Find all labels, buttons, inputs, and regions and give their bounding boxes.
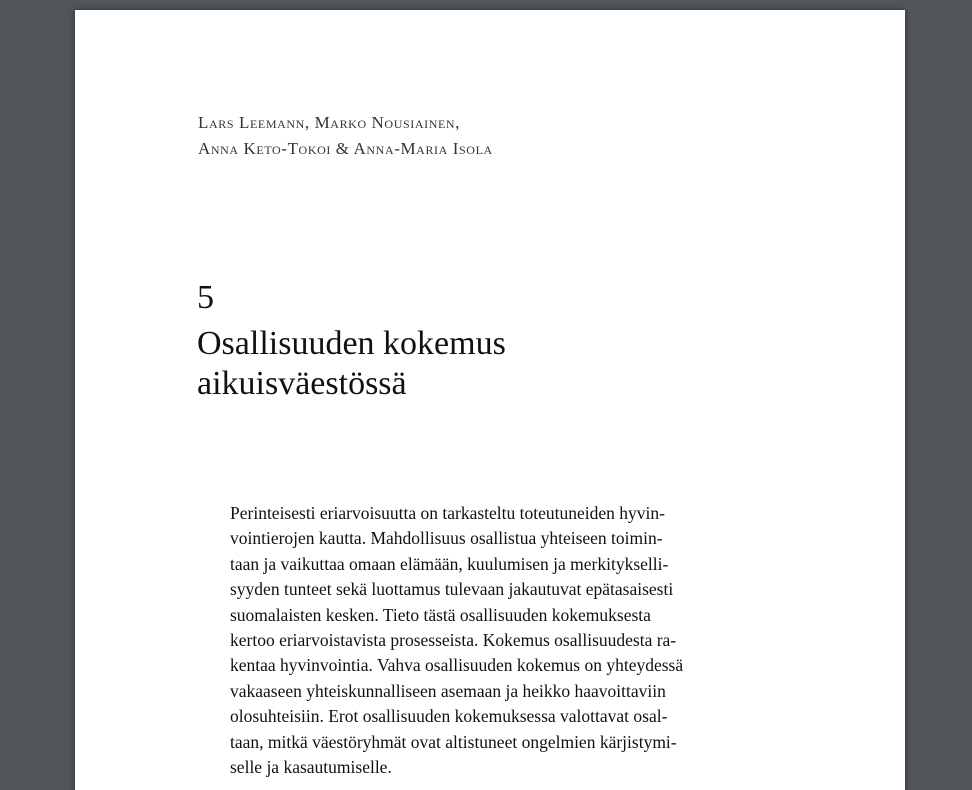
abstract-line: suomalaisten kesken. Tieto tästä osallisuuden kokemuksesta: [230, 604, 651, 625]
document-page: [75, 10, 905, 790]
chapter-title-line-2: aikuisväestössä: [197, 365, 407, 402]
abstract-paragraph: [230, 501, 683, 780]
abstract-line: kertoo eriarvoistavista prosesseista. Kokemus osallisuudesta ra-: [230, 630, 677, 651]
abstract-line: kentaa hyvinvointia. Vahva osallisuuden kokemus on yhteydessä: [230, 655, 684, 676]
abstract-line: taan ja vaikuttaa omaan elämään, kuulumisen ja merkitykselli-: [230, 553, 669, 574]
abstract-line: vakaaseen yhteiskunnalliseen asemaan ja heikko haavoittaviin: [230, 680, 666, 701]
abstract-line: syyden tunteet sekä luottamus tulevaan jakautuvat epätasaisesti: [230, 579, 674, 600]
abstract-line: selle ja kasautumiselle.: [230, 757, 392, 778]
abstract-line: olosuhteisiin. Erot osallisuuden kokemuksessa valottavat osal-: [230, 706, 668, 727]
author-line-1: Lars Leemann, Marko Nousiainen,: [198, 113, 461, 132]
author-list: [198, 110, 493, 162]
chapter-number: 5: [197, 279, 214, 316]
abstract-line: taan, mitkä väestöryhmät ovat altistuneet ongelmien kärjistymi-: [230, 731, 677, 752]
abstract-line: vointierojen kautta. Mahdollisuus osallistua yhteiseen toimin-: [230, 528, 663, 549]
chapter-title-line-1: Osallisuuden kokemus: [197, 325, 506, 362]
abstract-line: Perinteisesti eriarvoisuutta on tarkasteltu toteutuneiden hyvin-: [230, 503, 665, 523]
author-line-2: Anna Keto-Tokoi & Anna-Maria Isola: [198, 139, 493, 158]
chapter-title: [197, 324, 506, 404]
